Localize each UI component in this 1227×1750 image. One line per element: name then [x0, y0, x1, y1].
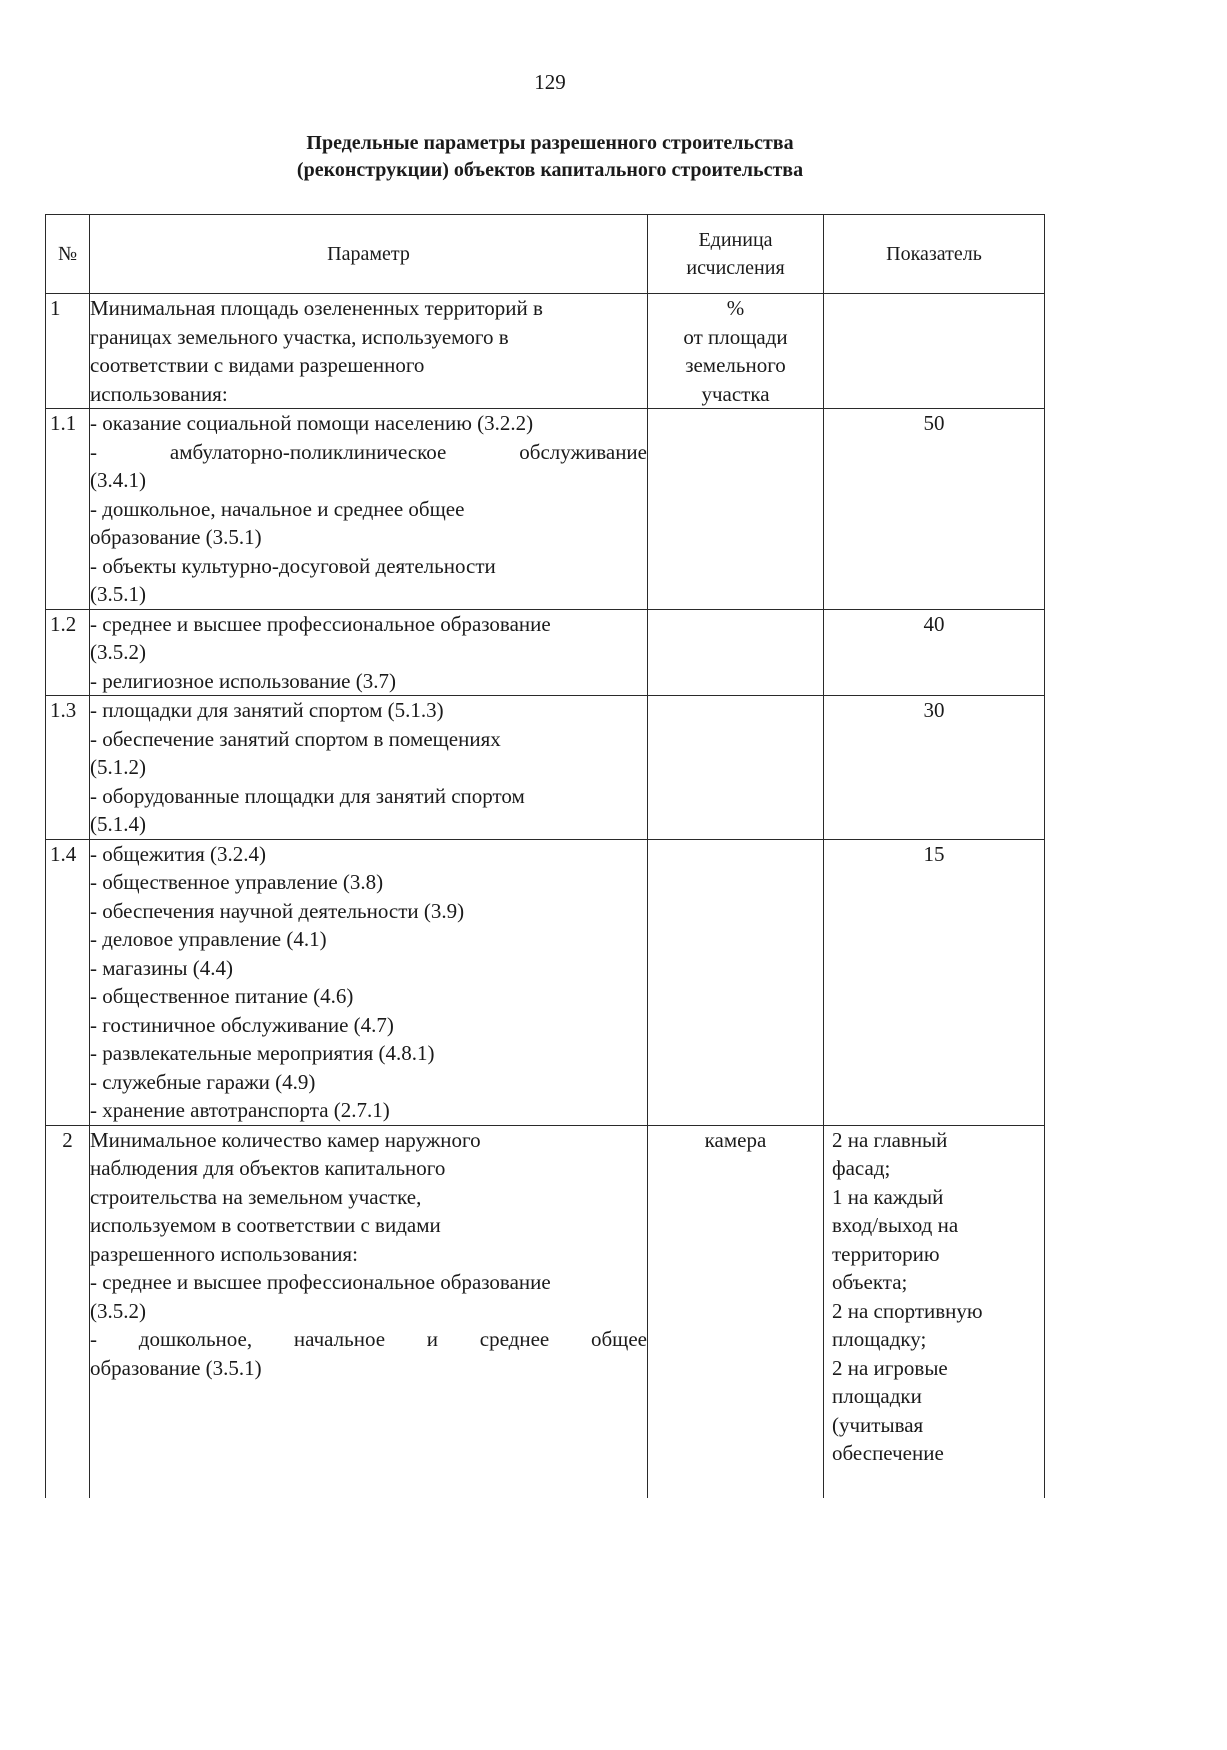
row-param [90, 839, 648, 1125]
value-line: вход/выход на [832, 1213, 959, 1237]
value-line: 40 [923, 611, 945, 636]
row-param [90, 294, 648, 409]
param-line: - оказание социальной помощи населению (3.2.2) [90, 411, 534, 435]
param-line: используемом в соответствии с видами [90, 1213, 441, 1237]
row-unit [648, 409, 824, 610]
row-value [824, 409, 1045, 610]
param-line: границах земельного участка, используемого в [90, 324, 509, 349]
param-line: - амбулаторно-поликлиническое обслуживание [90, 439, 647, 464]
header-num: № [46, 215, 90, 294]
value-line: объекта; [832, 1270, 908, 1294]
value-line: 30 [923, 698, 945, 722]
value-line: 1 на каждый [832, 1184, 944, 1209]
row-unit [648, 609, 824, 696]
param-line: (5.1.2) [90, 755, 146, 779]
value-line: 15 [923, 841, 945, 866]
title-line-1: Предельные параметры разрешенного строительства [306, 132, 794, 154]
table-row [46, 1125, 1045, 1498]
param-line: (3.4.1) [90, 468, 146, 492]
param-line: - служебные гаражи (4.9) [90, 1069, 316, 1094]
param-line: (3.5.1) [90, 582, 146, 606]
param-line: (5.1.4) [90, 812, 146, 836]
row-unit [648, 839, 824, 1125]
row-num: 1.1 [46, 409, 90, 610]
header-unit [648, 215, 824, 294]
row-param [90, 1125, 648, 1498]
param-line: Минимальное количество камер наружного [90, 1127, 481, 1152]
page-title [0, 130, 1100, 184]
param-line: - гостиничное обслуживание (4.7) [90, 1012, 394, 1037]
row-param [90, 609, 648, 696]
value-line: 2 на спортивную [832, 1298, 983, 1323]
row-value [824, 839, 1045, 1125]
param-line: - среднее и высшее профессиональное образование [90, 1270, 551, 1294]
page-number: 129 [534, 70, 566, 94]
unit-line: камера [704, 1127, 767, 1152]
value-line: площадки [832, 1384, 922, 1408]
unit-line: земельного [685, 353, 786, 377]
row-num: 1.4 [46, 839, 90, 1125]
param-line: использования: [90, 381, 228, 406]
param-line: - общежития (3.2.4) [90, 841, 266, 866]
row-num: 1.2 [46, 609, 90, 696]
value-line: 50 [923, 411, 945, 435]
row-param [90, 409, 648, 610]
table-row [46, 294, 1045, 409]
value-line: фасад; [832, 1156, 891, 1180]
header-unit-line-1: Единица [698, 229, 773, 251]
param-line: - оборудованные площадки для занятий спортом [90, 783, 525, 808]
row-param [90, 696, 648, 840]
title-line-2: (реконструкции) объектов капитального строительства [296, 159, 804, 181]
row-num: 1 [46, 294, 90, 409]
row-value [824, 609, 1045, 696]
value-line: обеспечение [832, 1441, 944, 1465]
param-line: - деловое управление (4.1) [90, 927, 327, 951]
parameters-table [45, 214, 1045, 1498]
value-line: (учитывая [832, 1412, 924, 1437]
row-value [824, 1125, 1045, 1498]
param-line: - магазины (4.4) [90, 955, 234, 980]
table-row [46, 609, 1045, 696]
unit-line: участка [701, 381, 770, 406]
header-value: Показатель [824, 215, 1045, 294]
row-unit [648, 294, 824, 409]
value-line: 2 на главный [832, 1127, 948, 1152]
param-line: - обеспечения научной деятельности (3.9) [90, 898, 465, 923]
header-unit-line-2: исчисления [686, 257, 785, 279]
param-line: - площадки для занятий спортом (5.1.3) [90, 698, 444, 722]
table-row [46, 839, 1045, 1125]
param-line: - общественное управление (3.8) [90, 870, 384, 894]
param-line: - среднее и высшее профессиональное образование [90, 611, 551, 636]
param-line: образование (3.5.1) [90, 525, 262, 549]
param-line: образование (3.5.1) [90, 1355, 262, 1380]
row-value [824, 696, 1045, 840]
param-line: (3.5.2) [90, 640, 146, 664]
param-line: - хранение автотранспорта (2.7.1) [90, 1098, 390, 1122]
param-line: разрешенного использования: [90, 1241, 358, 1266]
param-line: - религиозное использование (3.7) [90, 668, 396, 693]
param-line: соответствии с видами разрешенного [90, 353, 425, 377]
table-row [46, 409, 1045, 610]
value-line: 2 на игровые [832, 1355, 948, 1380]
param-line: - развлекательные мероприятия (4.8.1) [90, 1041, 435, 1065]
row-num: 2 [46, 1125, 90, 1498]
row-value [824, 294, 1045, 409]
param-line: - дошкольное, начальное и среднее общее [90, 496, 465, 521]
param-line: строительства на земельном участке, [90, 1184, 422, 1209]
header-param: Параметр [90, 215, 648, 294]
unit-line: от площади [683, 324, 788, 349]
param-line: Минимальная площадь озелененных территорий в [90, 296, 543, 320]
param-line: наблюдения для объектов капитального [90, 1156, 446, 1180]
param-line: - объекты культурно-досуговой деятельности [90, 553, 496, 578]
param-line: - дошкольное, начальное и среднее общее [90, 1327, 647, 1351]
table-header-row [46, 215, 1045, 294]
value-line: территорию [832, 1241, 940, 1266]
row-unit [648, 696, 824, 840]
param-line: (3.5.2) [90, 1298, 146, 1323]
row-num: 1.3 [46, 696, 90, 840]
row-unit [648, 1125, 824, 1498]
value-line: площадку; [832, 1327, 927, 1351]
unit-line: % [726, 296, 745, 320]
param-line: - общественное питание (4.6) [90, 984, 354, 1008]
table-row [46, 696, 1045, 840]
param-line: - обеспечение занятий спортом в помещениях [90, 726, 501, 751]
